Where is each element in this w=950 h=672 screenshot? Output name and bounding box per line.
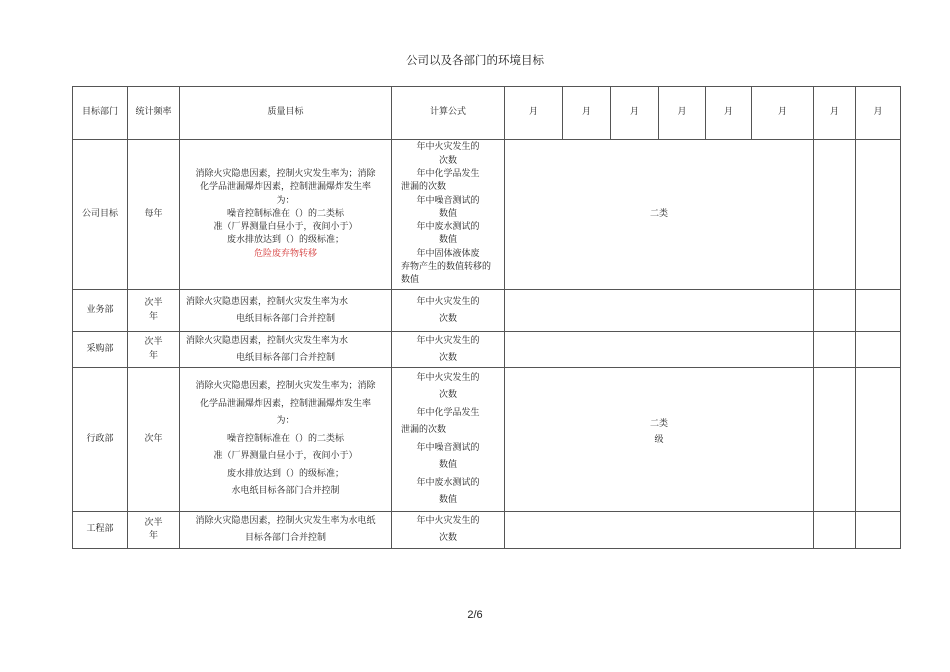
note-cell (505, 290, 814, 332)
month-cell (856, 290, 901, 332)
header-month: 月 (505, 87, 563, 140)
target-line: 消除火灾隐患因素，控制火灾发生率为水电纸 (195, 516, 376, 526)
note-cell: 二类 (505, 140, 814, 290)
target-line: 废水排放达到（）的级标准； (226, 468, 344, 479)
target-cell (180, 512, 392, 549)
freq-cell (128, 290, 180, 332)
page-number: 2/6 (467, 609, 483, 621)
header-month: 月 (611, 87, 659, 140)
formula-line: 次数 (438, 155, 457, 166)
target-line-highlight: 危险废弃物转移 (253, 248, 317, 259)
target-line: 为： (276, 195, 295, 206)
header-month: 月 (856, 87, 901, 140)
formula-line: 年中火灾发生的 (416, 296, 480, 307)
month-cell (814, 368, 856, 512)
freq-cell: 每年 (128, 140, 180, 290)
target-line: 噪音控制标准在（）的二类标 (226, 433, 344, 444)
target-line: 废水排放达到（）的级标准； (226, 235, 344, 246)
header-row (73, 87, 901, 140)
month-cell (814, 140, 856, 290)
formula-line: 数值 (438, 460, 457, 470)
header-target: 质量目标 (180, 87, 392, 140)
target-cell (180, 290, 392, 332)
table-row-purchase (73, 332, 901, 368)
note-cell (505, 512, 814, 549)
target-line: 准（厂界测量白昼小于，夜间小于） (213, 222, 358, 233)
dept-cell: 行政部 (73, 368, 128, 512)
table-row-engineering (73, 512, 901, 549)
month-cell (814, 290, 856, 332)
freq-line: 年 (148, 350, 158, 361)
target-line: 消除火灾隐患因素，控制火灾发生率为；消除 (195, 168, 376, 179)
dept-cell: 业务部 (73, 290, 128, 332)
formula-cell (392, 290, 505, 332)
target-line: 为： (276, 416, 295, 427)
month-cell (814, 332, 856, 368)
target-cell (180, 140, 392, 290)
freq-line: 次半 (144, 337, 163, 348)
formula-line: 年中噪音测试的 (416, 195, 480, 206)
formula-cell (392, 512, 505, 549)
month-cell (814, 512, 856, 549)
note-cell (505, 368, 814, 512)
formula-line: 次数 (438, 533, 457, 543)
freq-cell: 次年 (128, 368, 180, 512)
month-cell (856, 140, 901, 290)
formula-line: 数值 (438, 495, 457, 505)
note-line: 级 (654, 434, 664, 445)
target-line: 准（厂界测量白昼小于，夜间小于） (213, 451, 358, 462)
formula-line: 数值 (438, 235, 457, 246)
freq-cell (128, 512, 180, 549)
header-month: 月 (659, 87, 706, 140)
formula-line: 泄漏的次数 (401, 425, 447, 435)
formula-line: 年中火灾发生的 (416, 335, 480, 346)
target-line: 目标各部门合并控制 (244, 533, 326, 543)
note-cell (505, 332, 814, 368)
dept-cell: 工程部 (73, 512, 128, 549)
header-month: 月 (752, 87, 814, 140)
formula-cell (392, 368, 505, 512)
freq-line: 年 (148, 311, 158, 322)
formula-line: 年中固体液体废 (416, 248, 480, 259)
formula-cell (392, 140, 505, 290)
target-line: 消除火灾隐患因素，控制火灾发生率为水 (186, 335, 349, 346)
formula-cell (392, 332, 505, 368)
target-line: 化学品泄漏爆炸因素，控制泄漏爆炸发生率 (199, 182, 371, 193)
formula-line: 泄漏的次数 (401, 182, 447, 193)
target-line: 消除火灾隐患因素，控制火灾发生率为水 (186, 296, 349, 307)
header-month: 月 (563, 87, 611, 140)
target-line: 水电纸目标各部门合并控制 (231, 486, 340, 497)
formula-line: 年中火灾发生的 (416, 516, 480, 526)
target-line: 电纸目标各部门合并控制 (235, 313, 335, 324)
target-cell (180, 368, 392, 512)
freq-cell (128, 332, 180, 368)
target-line: 消除火灾隐患因素，控制火灾发生率为；消除 (195, 381, 376, 392)
table-row-business (73, 290, 901, 332)
formula-line: 年中化学品发生 (416, 168, 480, 179)
formula-line: 年中废水测试的 (416, 222, 480, 233)
formula-line: 次数 (438, 390, 457, 400)
freq-line: 年 (148, 531, 158, 541)
freq-line: 次半 (144, 298, 163, 309)
freq-line: 次半 (144, 517, 163, 528)
table-row-company (73, 140, 901, 290)
formula-line: 次数 (438, 352, 457, 363)
month-cell (856, 512, 901, 549)
target-line: 化学品泄漏爆炸因素，控制泄漏爆炸发生率 (199, 398, 371, 409)
header-dept: 目标部门 (73, 87, 128, 140)
table-row-admin (73, 368, 901, 512)
formula-line: 年中火灾发生的 (416, 142, 480, 153)
month-cell (856, 368, 901, 512)
month-cell (856, 332, 901, 368)
dept-cell: 公司目标 (73, 140, 128, 290)
header-formula: 计算公式 (392, 87, 505, 140)
formula-line: 年中化学品发生 (416, 407, 480, 418)
formula-line: 弃物产生的数值转移的 (401, 262, 492, 273)
environment-targets-table (72, 86, 901, 549)
target-line: 电纸目标各部门合并控制 (235, 352, 335, 363)
header-month: 月 (814, 87, 856, 140)
dept-cell: 采购部 (73, 332, 128, 368)
header-month: 月 (706, 87, 752, 140)
page-title: 公司以及各部门的环境目标 (406, 53, 544, 67)
formula-line: 次数 (438, 313, 457, 324)
header-freq: 统计频率 (128, 87, 180, 140)
note-line: 二类 (649, 418, 668, 429)
target-cell (180, 332, 392, 368)
formula-line: 数值 (438, 208, 457, 219)
target-line: 噪音控制标准在（）的二类标 (226, 208, 344, 219)
formula-line: 年中废水测试的 (416, 477, 480, 488)
formula-line: 年中火灾发生的 (416, 372, 480, 383)
formula-line: 数值 (401, 275, 420, 286)
formula-line: 年中噪音测试的 (416, 442, 480, 453)
